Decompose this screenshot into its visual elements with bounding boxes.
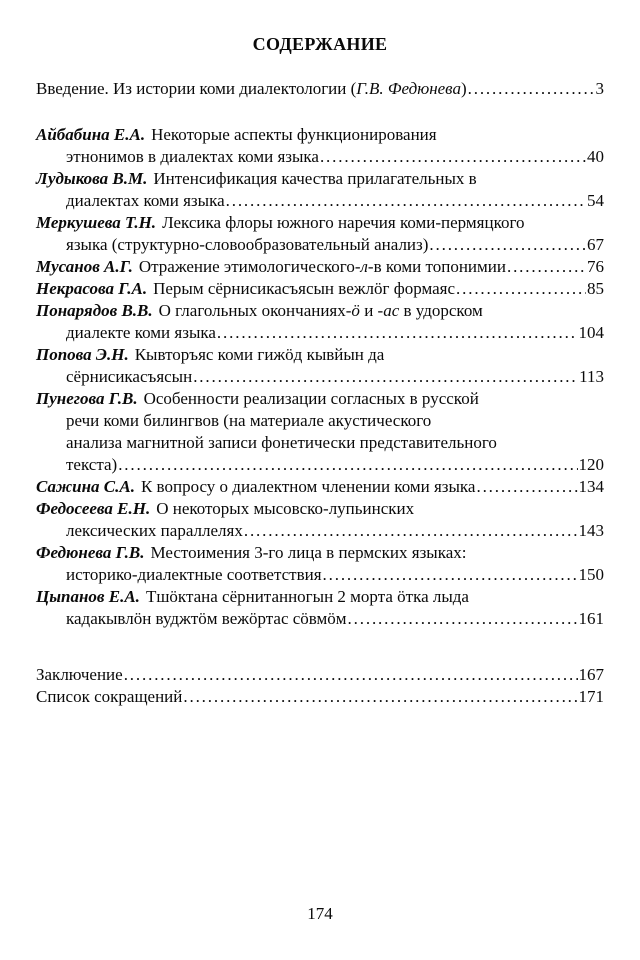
toc-entry-title: сёрнисикасъясын [66,367,193,386]
leader-dots [320,146,586,168]
toc-page-number: 143 [578,521,604,540]
toc-page-number: 3 [595,79,604,98]
leader-dots [118,454,577,476]
leader-dots [507,256,586,278]
toc-entry-title-italic: -ас [377,301,400,320]
toc-entry-title: диалекте коми языка [66,323,216,342]
toc-page-number: 134 [578,477,604,496]
toc-entry-abbreviations [36,686,604,708]
toc-entry-title: Перым сёрнисикасъясын вежлӧг формаяс [153,279,456,298]
toc-entry-title-italic: -л- [354,257,374,276]
toc-entry-title: в удорском [399,301,483,320]
toc-page-number: 171 [578,687,604,706]
leader-dots [217,322,578,344]
toc-author: Понарядов В.В. [36,301,153,320]
toc-author: Пунегова Г.В. [36,389,138,408]
toc-author: Мусанов А.Г. [36,257,133,276]
leader-dots [429,234,586,256]
toc-entry-conclusion [36,664,604,686]
toc-entry-title: Тшӧктана сёрнитанногын 2 морта ӧтка лыда [145,587,469,606]
toc-page-number: 150 [578,565,604,584]
toc-entry-title: Некоторые аспекты функционирования [151,125,437,144]
toc-entry-title: и [359,301,378,320]
toc-entry-title: Лексика флоры южного наречия коми-пермяцкого [162,213,525,232]
toc-author: Цыпанов Е.А. [36,587,140,606]
leader-dots [193,366,578,388]
toc-page-number: 113 [579,367,604,386]
leader-dots [124,664,578,686]
toc-page-number: 40 [587,147,604,166]
leader-dots [244,520,578,542]
toc-entry-title: Кывторъяс коми гижӧд кывйын да [134,345,385,364]
toc-author: Лудыкова В.М. [36,169,148,188]
toc-entry-title: Местоимения 3-го лица в пермских языках: [150,543,467,562]
toc-author: Некрасова Г.А. [36,279,148,298]
toc-entry-title: кадакывлӧн вуджтӧм вежӧртас сӧвмӧм [66,609,347,628]
toc-page-number: 167 [578,665,604,684]
toc-author: Сажина С.А. [36,477,135,496]
toc-page-number: 76 [587,257,604,276]
toc-entry-intro [36,78,604,100]
toc-entry-title: этнонимов в диалектах коми языка [66,147,319,166]
table-of-contents-articles [36,124,604,630]
toc-entry-title: текста) [66,455,118,474]
leader-dots [468,78,595,100]
toc-author: Федосеева Е.Н. [36,499,151,518]
toc-entry-editor: Г.В. Федюнева [356,79,461,98]
leader-dots [183,686,577,708]
page-number: 174 [307,904,333,923]
toc-page-number: 161 [578,609,604,628]
toc-entry-title: историко-диалектные соответствия [66,565,322,584]
toc-entry-title: Интенсификация качества прилагательных в [153,169,477,188]
leader-dots [456,278,586,300]
toc-entry-text: ) [460,79,467,98]
toc-page-number: 104 [578,323,604,342]
toc-entry-title: О некоторых мысовско-лупьинских [156,499,415,518]
toc-entry-title: лексических параллелях [66,521,243,540]
toc-entry-title: диалектах коми языка [66,191,225,210]
page-title: СОДЕРЖАНИЕ [252,34,388,54]
toc-page-number: 54 [587,191,604,210]
toc-entry-text: Введение. Из истории коми диалектологии ( [36,79,357,98]
toc-entry-title: речи коми билингвов (на материале акустического [66,411,432,430]
leader-dots [476,476,577,498]
table-of-contents-end [36,664,604,708]
toc-author: Попова Э.Н. [36,345,129,364]
toc-entry-title: в коми топонимии [373,257,506,276]
leader-dots [323,564,578,586]
toc-page-number: 67 [587,235,604,254]
leader-dots [348,608,578,630]
toc-entry-title: К вопросу о диалектном членении коми языка [140,477,476,496]
toc-entry-title: О глагольных окончаниях [158,301,346,320]
toc-entry-title: языка (структурно-словообразовательный анализ) [66,235,429,254]
toc-entry-text: Список сокращений [36,687,183,706]
toc-entry-text: Заключение [36,665,123,684]
table-of-contents [36,78,604,100]
toc-entry-title: анализа магнитной записи фонетически представительного [66,433,497,452]
leader-dots [226,190,586,212]
toc-entry-title-italic: -ӧ [345,301,360,320]
toc-author: Меркушева Т.Н. [36,213,157,232]
toc-author: Федюнева Г.В. [36,543,145,562]
toc-entry-title: Отражение этимологического [138,257,355,276]
toc-entry-title: Особенности реализации согласных в русской [143,389,479,408]
toc-page-number: 85 [587,279,604,298]
toc-page-number: 120 [578,455,604,474]
toc-author: Айбабина Е.А. [36,125,146,144]
